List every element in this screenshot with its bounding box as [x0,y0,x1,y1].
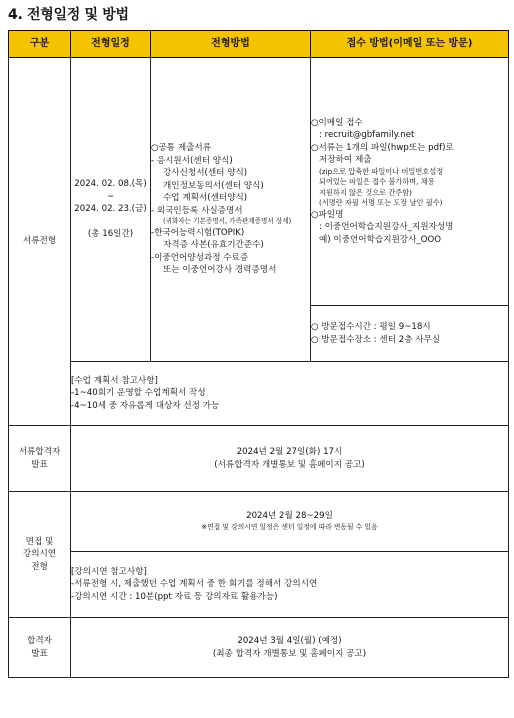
header-schedule: 전형일정 [71,31,151,58]
label-line: 합격자 [27,636,52,647]
email-address: : recruit@gbfamily.net [319,130,415,141]
doc-screening-label: 서류전형 [9,58,71,426]
reference-line: -서류전형 시, 제출했던 수업 계획서 중 한 회기를 정해서 강의시연 [71,579,318,590]
schedule-start: 2024. 02. 08.(목) [74,179,147,190]
visit-time: ○ 방문접수시간 : 평일 9~18시 [311,322,431,333]
final-notice: (최종 합격자 개별통보 및 홈페이지 공고) [212,648,367,659]
interview-schedule [71,492,509,552]
method-line: 수업 계획서(센터양식) [163,193,248,204]
method-line: -한국어능력시험(TOPIK) [151,227,245,238]
label-line: 서류합격자 [18,447,61,458]
reference-line: [강의시연 참고사항] [71,566,147,577]
email-line: : 이중언어학습지원강사_지원자성명 [319,222,454,233]
label-line: 전형 [31,561,48,572]
header-submission: 접수 방법(이메일 또는 방문) [311,31,509,58]
method-line: - 응시원서(센터 양식) [151,155,233,166]
email-line: ○서류는 1개의 파일(hwp또는 pdf)로 [311,142,454,153]
schedule-blank [71,216,150,228]
header-category: 구분 [9,31,71,58]
email-line: (zip으로 압축한 파일이나 비밀번호설정 [319,166,444,176]
interview-label [9,492,71,618]
method-line: -이중언어양성과정 수료증 [151,252,249,263]
reference-line: -4~10세 중 자유롭게 대상자 선정 가능 [71,400,220,411]
schedule-table [8,30,509,678]
email-line: ○이메일 접수 [311,118,363,129]
visit-place: ○ 방문접수장소 : 센터 2층 사무실 [311,334,441,345]
header-method: 전형방법 [151,31,311,58]
table-row [9,362,509,426]
email-line: 되어있는 파일은 접수 불가하며, 채용 [319,177,435,187]
email-line: (서명란 자필 서명 또는 도장 날인 필수) [319,198,443,208]
method-line: 또는 이중언어강사 경력증명서 [163,265,277,276]
section-heading: 4. 전형일정 및 방법 [8,7,129,23]
final-date: 2024년 3월 4일(월) (예정) [237,636,342,647]
method-line: 개인정보동의서(센터 양식) [163,180,264,191]
email-line: 저장하여 제출 [319,155,372,166]
interview-note: ※면접 및 강의시연 일정은 센터 일정에 따라 변동될 수 있음 [201,522,378,531]
table-row [9,58,509,306]
email-submission [311,58,509,306]
lesson-plan-reference [71,362,509,426]
method-line: ○공통 제출서류 [151,143,212,154]
label-line: 발표 [31,459,48,470]
doc-pass-notice: (서류합격자 개별통보 및 홈페이지 공고) [214,459,365,470]
label-line: 면접 및 [25,536,54,547]
doc-pass-label [9,426,71,492]
visit-submission [311,306,509,362]
final-label [9,618,71,678]
interview-date: 2024년 2월 28~29일 [246,511,333,522]
method-line: 강사신청서(센터 양식) [163,168,248,179]
table-row [9,492,509,552]
method-line: 자격증 사본(유효기간준수) [163,240,264,251]
doc-pass-content [71,426,509,492]
table-row [9,426,509,492]
demo-lecture-reference [71,552,509,618]
final-content [71,618,509,678]
reference-line: -1~40회기 운영할 수업계획서 작성 [71,388,206,399]
reference-line: -강의시연 시간 : 10분(ppt 자료 등 강의자료 활용가능) [71,591,278,602]
reference-line: [수업 계획서 참고사항] [71,375,158,386]
table-row [9,618,509,678]
schedule-tilde: ~ [106,191,115,202]
email-line: ○파일명 [311,209,344,220]
email-line: 지원하지 않은 것으로 간주함) [319,187,412,197]
doc-screening-schedule [71,58,151,362]
table-header-row [9,31,509,58]
label-line: 강의시연 [22,549,57,560]
method-line: - 외국인등록 사실증명서 [151,205,243,216]
schedule-total-days: (총 16일간) [87,229,134,240]
email-line: 예) 이중언어학습지원강사_OOO [319,234,441,245]
label-line: 발표 [31,648,48,659]
doc-pass-date: 2024년 2월 27일(화) 17시 [236,447,343,458]
method-line: (귀화자는 기본증명서, 가족관계증명서 상세) [163,217,292,226]
doc-screening-method [151,58,311,362]
table-row [9,552,509,618]
schedule-end: 2024. 02. 23.(금) [74,204,147,215]
